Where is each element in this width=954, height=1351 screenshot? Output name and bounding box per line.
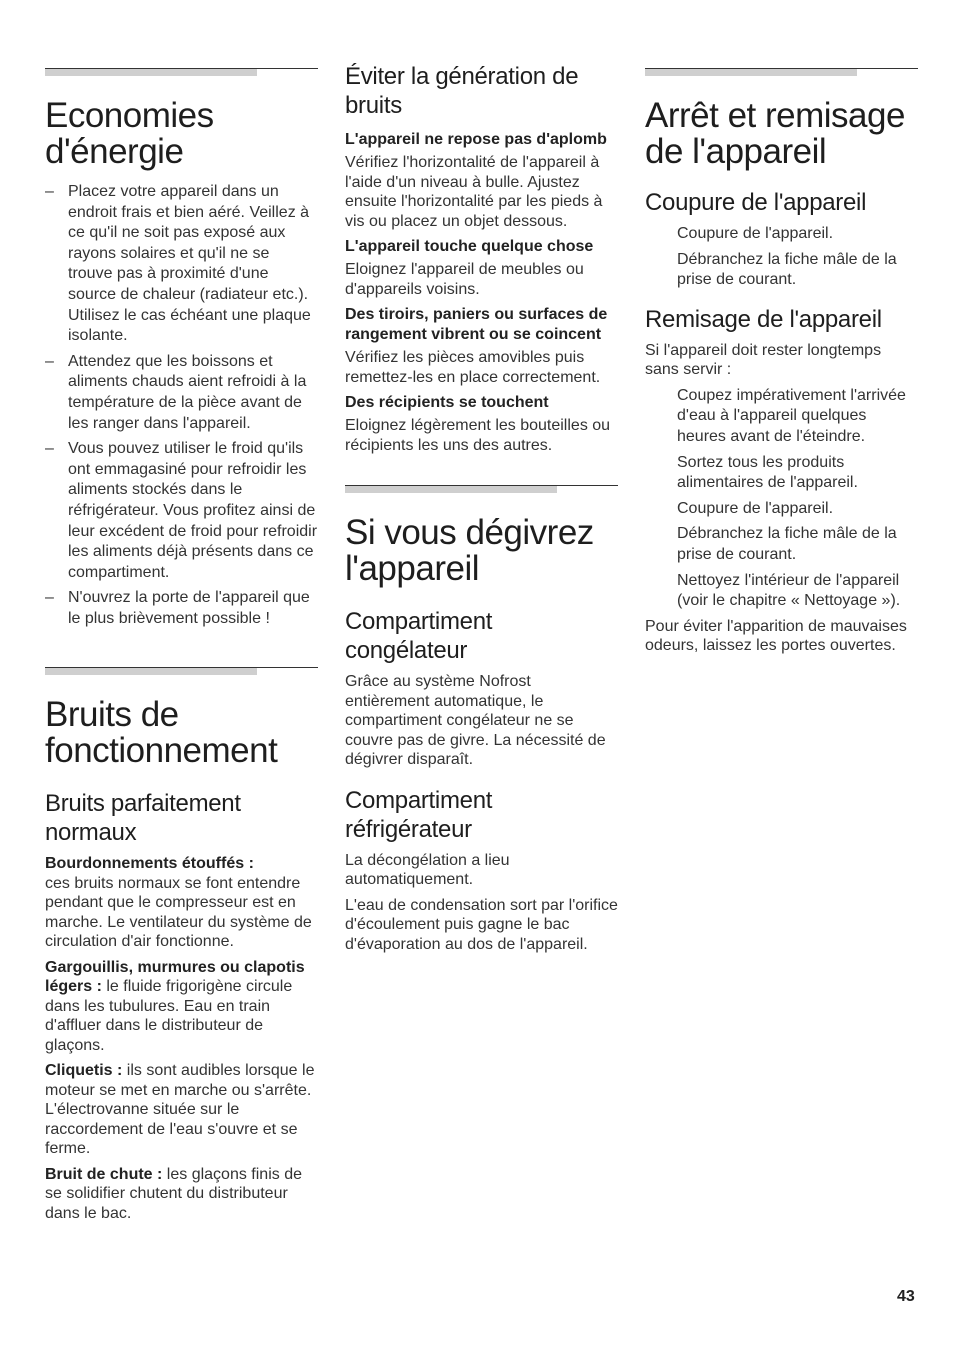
paragraph-fridge-1: La décongélation a lieu automatiquement. xyxy=(345,851,510,888)
list-item xyxy=(345,130,618,231)
column-left xyxy=(45,68,318,1229)
column-middle xyxy=(345,63,618,960)
subheading-switch-off: Coupure de l'appareil xyxy=(645,189,867,216)
switch-off-steps xyxy=(645,224,918,291)
cause-text: Vérifiez l'horizontalité de l'appareil à l'aide d'un niveau à bulle. Ajustez ensuite l'horizontalité par les pieds à vis ou placez un objet dessous. xyxy=(345,154,603,230)
paragraph-storage-outro: Pour éviter l'apparition de mauvaises odeurs, laissez les portes ouvertes. xyxy=(645,617,907,655)
list-item: – Attendez que les boissons et aliments chauds aient refroidi à la température de la pièce avant de les ranger dans l'appareil. xyxy=(45,352,307,432)
section-rule xyxy=(45,667,318,675)
heading-energy-savings: Economies d'énergie xyxy=(45,96,214,171)
cause-heading: L'appareil touche quelque chose xyxy=(345,238,594,255)
cause-text: Eloignez légèrement les bouteilles ou récipients les uns des autres. xyxy=(345,417,611,454)
list-item xyxy=(345,393,618,455)
heading-shutdown-storage: Arrêt et remisage de l'appareil xyxy=(645,96,905,171)
paragraph-humming: Bourdonnements étouffés : ces bruits normaux se font entendre pendant que le compresseur est en marche. Le ventilateur du système de circulation d'air fonctionne. xyxy=(45,855,312,951)
paragraph-freezer: Grâce au système Nofrost entièrement automatique, le compartiment congélateur ne se couvre pas de givre. La nécessité de dégivrer disparaît. xyxy=(345,673,606,768)
list-item: – Vous pouvez utiliser le froid qu'ils ont emmagasiné pour refroidir les aliments stockés dans le réfrigérateur. Vous profitez ainsi de leur excédent de froid pour refroidir les aliments déjà présents dans ce compartiment. xyxy=(45,440,318,581)
energy-tips-list xyxy=(45,182,318,629)
list-item: Débranchez la fiche mâle de la prise de courant. xyxy=(677,525,897,563)
subheading-normal-noises: Bruits parfaitement normaux xyxy=(45,790,241,847)
section-rule xyxy=(645,68,918,76)
list-item: Sortez tous les produits alimentaires de l'appareil. xyxy=(677,453,858,492)
section-rule xyxy=(345,485,618,493)
paragraph-clicking: Cliquetis : ils sont audibles lorsque le moteur se met en marche ou s'arrête. L'électrovanne située sur le raccordement de l'eau s'ouvre et se ferme. xyxy=(45,1062,315,1158)
heading-operating-noises: Bruits de fonctionnement xyxy=(45,695,278,771)
list-item xyxy=(345,305,618,387)
list-item: Débranchez la fiche mâle de la prise de courant. xyxy=(677,250,897,289)
paragraph-storage-intro: Si l'appareil doit rester longtemps sans servir : xyxy=(645,341,882,379)
subheading-storage: Remisage de l'appareil xyxy=(645,305,882,333)
paragraph-fridge-2: L'eau de condensation sort par l'orifice d'écoulement puis gagne le bac d'évaporation au dos de l'appareil. xyxy=(345,896,618,953)
cause-text: Vérifiez les pièces amovibles puis remettez-les en place correctement. xyxy=(345,349,601,386)
list-item: – N'ouvrez la porte de l'appareil que le plus brièvement possible ! xyxy=(45,589,310,627)
paragraph-falling: Bruit de chute : les glaçons finis de se solidifier chutent du distributeur dans le bac. xyxy=(45,1165,302,1222)
cause-heading: Des tiroirs, paniers ou surfaces de rangement vibrent ou se coincent xyxy=(345,306,608,343)
list-item xyxy=(345,237,618,299)
section-rule xyxy=(45,68,318,76)
cause-heading: Des récipients se touchent xyxy=(345,394,549,411)
heading-defrost: Si vous dégivrez l'appareil xyxy=(345,513,594,588)
cause-heading: L'appareil ne repose pas d'aplomb xyxy=(345,131,607,148)
list-item: – Placez votre appareil dans un endroit frais et bien aéré. Veillez à ce qu'il ne soit pas exposé aux rayons solaires et qu'il ne se trouve pas à proximité d'une source de chaleur (radiateur etc.). Utilisez le cas échéant une plaque isolante. xyxy=(45,183,311,345)
noise-causes-list xyxy=(345,130,618,455)
cause-text: Eloignez l'appareil de meubles ou d'appareils voisins. xyxy=(345,261,584,298)
subheading-fridge: Compartiment réfrigérateur xyxy=(345,786,493,843)
storage-steps xyxy=(645,386,918,612)
list-item: Coupure de l'appareil. xyxy=(677,499,834,517)
paragraph-gurgling: Gargouillis, murmures ou clapotis légers : le fluide frigorigène circule dans les tubulures. Eau en train d'affluer dans le distributeur de glaçons. xyxy=(45,958,305,1054)
subheading-avoid-noise: Éviter la génération de bruits xyxy=(345,63,579,119)
list-item: Nettoyez l'intérieur de l'appareil (voir le chapitre « Nettoyage »). xyxy=(677,571,901,610)
list-item: Coupure de l'appareil. xyxy=(677,225,834,242)
subheading-freezer: Compartiment congélateur xyxy=(345,608,493,664)
list-item: Coupez impérativement l'arrivée d'eau à l'appareil quelques heures avant de l'éteindre. xyxy=(677,386,906,445)
column-right xyxy=(645,68,918,662)
page-number: 43 xyxy=(897,1288,915,1305)
